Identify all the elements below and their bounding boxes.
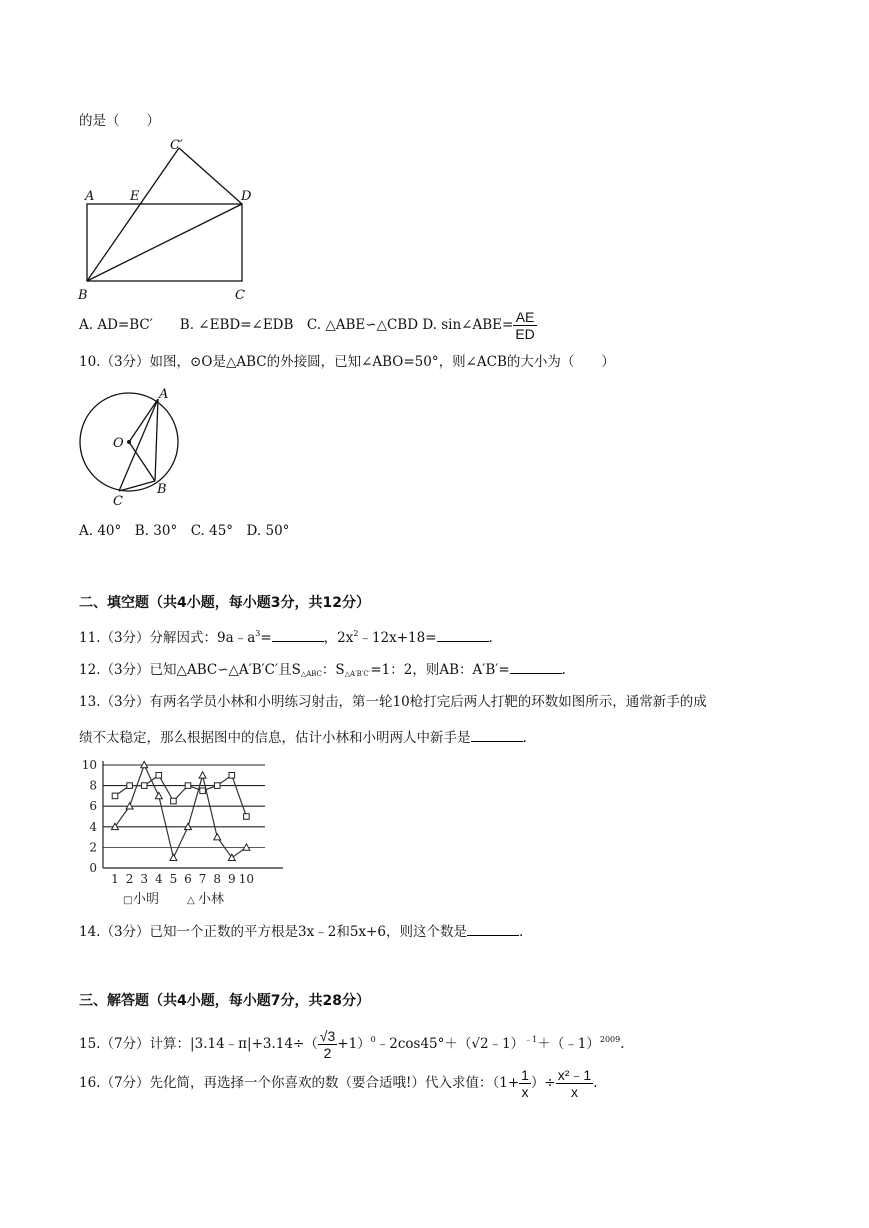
data-point-triangle	[199, 772, 206, 778]
legend-label-xiaolin: 小林	[198, 892, 225, 907]
data-point-square	[185, 783, 191, 789]
label-a: A	[85, 189, 95, 204]
shooting-scores-chart	[75, 758, 290, 910]
q9-options-text: A. AD=BC′ B. ∠EBD=∠EDB C. △ABE∽△CBD D. sin∠ABE=	[79, 317, 514, 333]
label-c: C	[235, 288, 245, 303]
y-tick-label: 10	[81, 758, 97, 772]
legend-marker-square: □	[123, 895, 133, 906]
label-o: O	[113, 436, 124, 451]
label-e: E	[130, 189, 140, 204]
data-point-square	[171, 798, 177, 804]
y-tick-label: 8	[89, 778, 97, 793]
q16: 16.（7分）先化简，再选择一个你喜欢的数（要合适哦!）代入求值：（1+ $\frac{1}{x}$ ）÷ $\frac{\text{x²﹣1}}{x}$ .	[79, 1067, 598, 1100]
q10-stem: 10.（3分）如图，⊙O是△ABC的外接圆，已知∠ABO=50°，则∠ACB的大小为（ ）	[79, 354, 615, 370]
q16-fraction-2: $\frac{\text{x²﹣1}}{x}$	[557, 1067, 592, 1100]
x-tick-label: 1	[111, 872, 119, 886]
x-tick-label: 7	[198, 872, 207, 886]
data-point-square	[112, 793, 118, 799]
label-cprime: C′	[170, 138, 183, 153]
q9-rectangle-figure	[75, 132, 265, 304]
label-b: B	[157, 482, 167, 497]
data-point-square	[244, 814, 250, 820]
x-tick-label: 4	[154, 872, 163, 886]
answer-blank[interactable]	[272, 628, 324, 642]
q9-options	[79, 309, 537, 342]
q10-options: A. 40° B. 30° C. 45° D. 50°	[79, 523, 290, 539]
answer-blank[interactable]	[471, 728, 523, 742]
section3-title: 三、解答题（共4小题，每小题7分，共28分）	[79, 993, 370, 1009]
q15: 15.（7分）计算：|3.14﹣π|+3.14÷（ $\frac{√3}{2}$ +1）$^0$﹣2cos45°＋（√2﹣1）$^{﹣1}$＋（﹣1）$^{2009}$.	[79, 1028, 625, 1061]
q9-fraction: $\frac{AE}{ED}$	[515, 309, 535, 342]
x-tick-label: 8	[213, 872, 222, 886]
series-line-xiaoming	[115, 775, 246, 816]
data-point-triangle	[155, 792, 162, 798]
q13-line1: 13.（3分）有两名学员小林和小明练习射击，第一轮10枪打完后两人打靶的环数如图所示，通常新手的成	[79, 694, 707, 710]
q13-line2: 绩不太稳定，那么根据图中的信息，估计小林和小明两人中新手是 .	[79, 730, 527, 746]
y-tick-label: 2	[89, 840, 97, 855]
data-point-triangle	[214, 834, 221, 840]
q11: 11.（3分）分解因式：$9a﹣a^3=$ ，$2x^2﹣12x+18=$ .	[79, 629, 493, 646]
data-point-square	[200, 788, 206, 794]
label-b: B	[78, 288, 88, 303]
q14: 14.（3分）已知一个正数的平方根是3x﹣2和5x+6，则这个数是 .	[79, 924, 524, 940]
q10-circle-figure	[75, 385, 190, 510]
x-tick-label: 2	[125, 872, 134, 886]
data-point-triangle	[170, 854, 177, 860]
label-c: C	[113, 494, 123, 509]
x-tick-label: 3	[140, 872, 149, 886]
q15-fraction: $\frac{√3}{2}$	[319, 1028, 336, 1061]
answer-blank[interactable]	[467, 922, 519, 936]
answer-blank[interactable]	[510, 660, 562, 674]
data-point-square	[156, 773, 162, 779]
section2-title: 二、填空题（共4小题，每小题3分，共12分）	[79, 595, 370, 611]
label-a: A	[159, 387, 169, 402]
data-point-square	[214, 783, 220, 789]
x-tick-label: 6	[184, 872, 192, 886]
x-tick-label: 5	[169, 872, 178, 886]
y-tick-label: 0	[89, 861, 97, 875]
label-d: D	[241, 189, 252, 204]
y-tick-label: 6	[89, 799, 97, 814]
legend-marker-triangle: △	[187, 895, 195, 906]
legend-label-xiaoming: 小明	[133, 892, 160, 907]
answer-blank[interactable]	[437, 628, 489, 642]
data-point-square	[229, 773, 235, 779]
x-tick-label: 10	[238, 872, 255, 886]
data-point-square	[141, 783, 147, 789]
q16-fraction-1: $\frac{1}{x}$	[521, 1067, 529, 1100]
data-point-square	[127, 783, 133, 789]
q9-stem-tail: 的是（ ）	[79, 113, 160, 129]
y-tick-label: 4	[89, 819, 97, 834]
q12: 12.（3分）已知△ABC∽△A′B′C′且$S_{\triangle ABC}$：$S_{\triangle A'B'C'}=1$：2，则AB：A′B′= .	[79, 662, 566, 678]
x-tick-label: 9	[227, 872, 236, 886]
